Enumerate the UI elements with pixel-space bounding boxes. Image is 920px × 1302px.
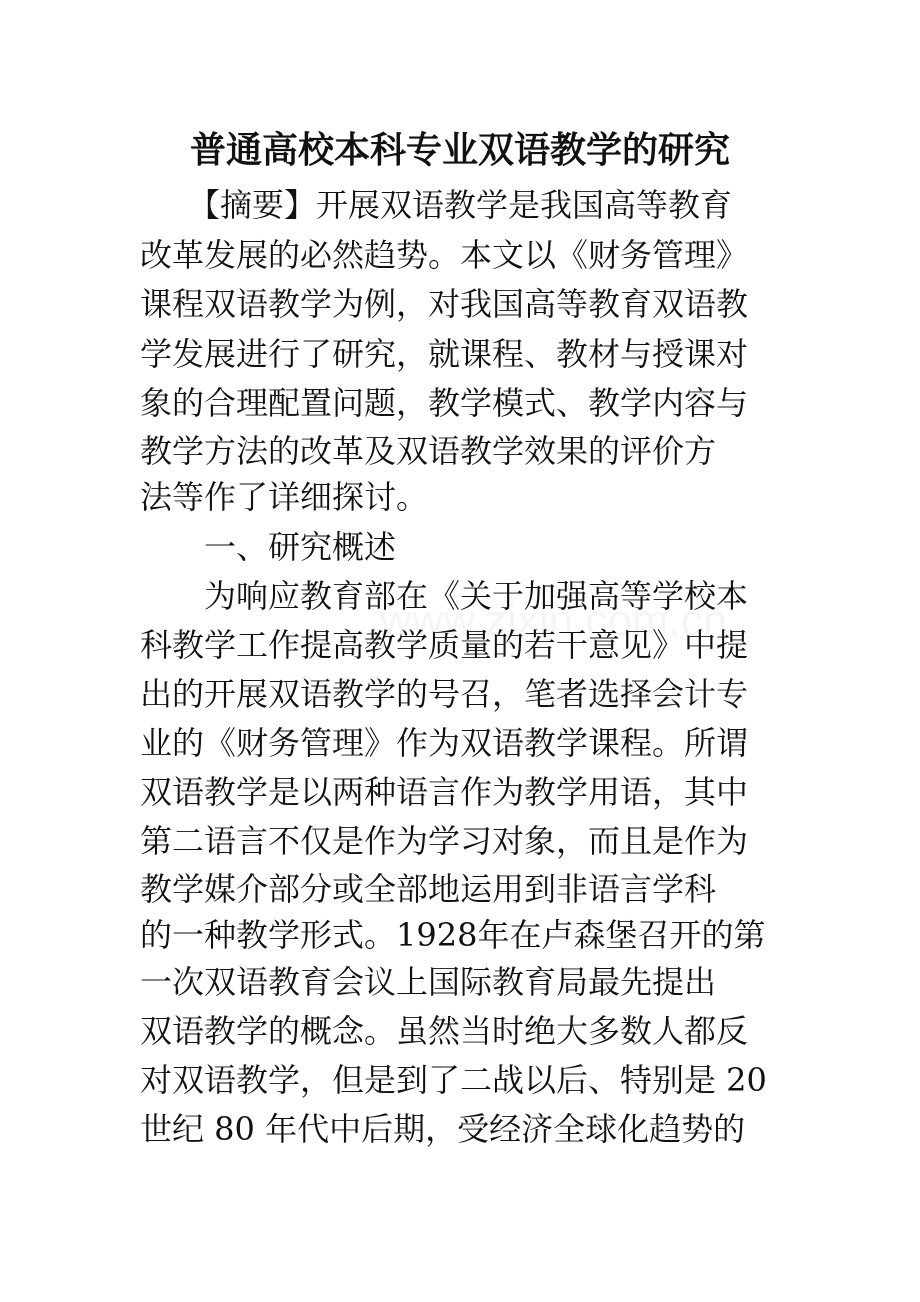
paragraph-line: 学发展进行了研究，就课程、教材与授课对	[140, 335, 749, 373]
paragraph-line: 【摘要】开展双语教学是我国高等教育	[140, 186, 733, 224]
paragraph-line: 对双语教学，但是到了二战以后、特别是 20	[140, 1061, 767, 1099]
paragraph-line: 业的《财务管理》作为双语教学课程。所谓	[140, 724, 749, 762]
paragraph-line: 世纪 80 年代中后期，受经济全球化趋势的	[140, 1110, 746, 1148]
paragraph-line: 教学媒介部分或全部地运用到非语言学科	[140, 870, 717, 908]
paragraph-line: 教学方法的改革及双语教学效果的评价方	[140, 432, 717, 470]
paragraph-line: 双语教学是以两种语言作为教学用语，其中	[140, 773, 749, 811]
paragraph-line: 双语教学的概念。虽然当时绝大多数人都反	[140, 1012, 749, 1050]
paragraph-line: 改革发展的必然趋势。本文以《财务管理》	[140, 236, 749, 274]
document-title: 普通高校本科专业双语教学的研究	[189, 129, 730, 171]
paragraph-line: 第二语言不仅是作为学习对象，而且是作为	[140, 822, 749, 860]
paragraph-line: 一次双语教育会议上国际教育局最先提出	[140, 963, 717, 1001]
paragraph-line: 科教学工作提高教学质量的若干意见》中提	[140, 626, 749, 664]
paragraph-line: 出的开展双语教学的号召，笔者选择会计专	[140, 675, 749, 713]
paragraph-line: 为响应教育部在《关于加强高等学校本	[140, 577, 749, 615]
paragraph-line: 的一种教学形式。1928年在卢森堡召开的第	[140, 916, 766, 954]
paragraph-line: 课程双语教学为例，对我国高等教育双语教	[140, 285, 749, 323]
paragraph-line: 象的合理配置问题，教学模式、教学内容与	[140, 384, 749, 422]
section-heading: 一、研究概述	[140, 528, 397, 566]
paragraph-line: 法等作了详细探讨。	[140, 478, 429, 516]
